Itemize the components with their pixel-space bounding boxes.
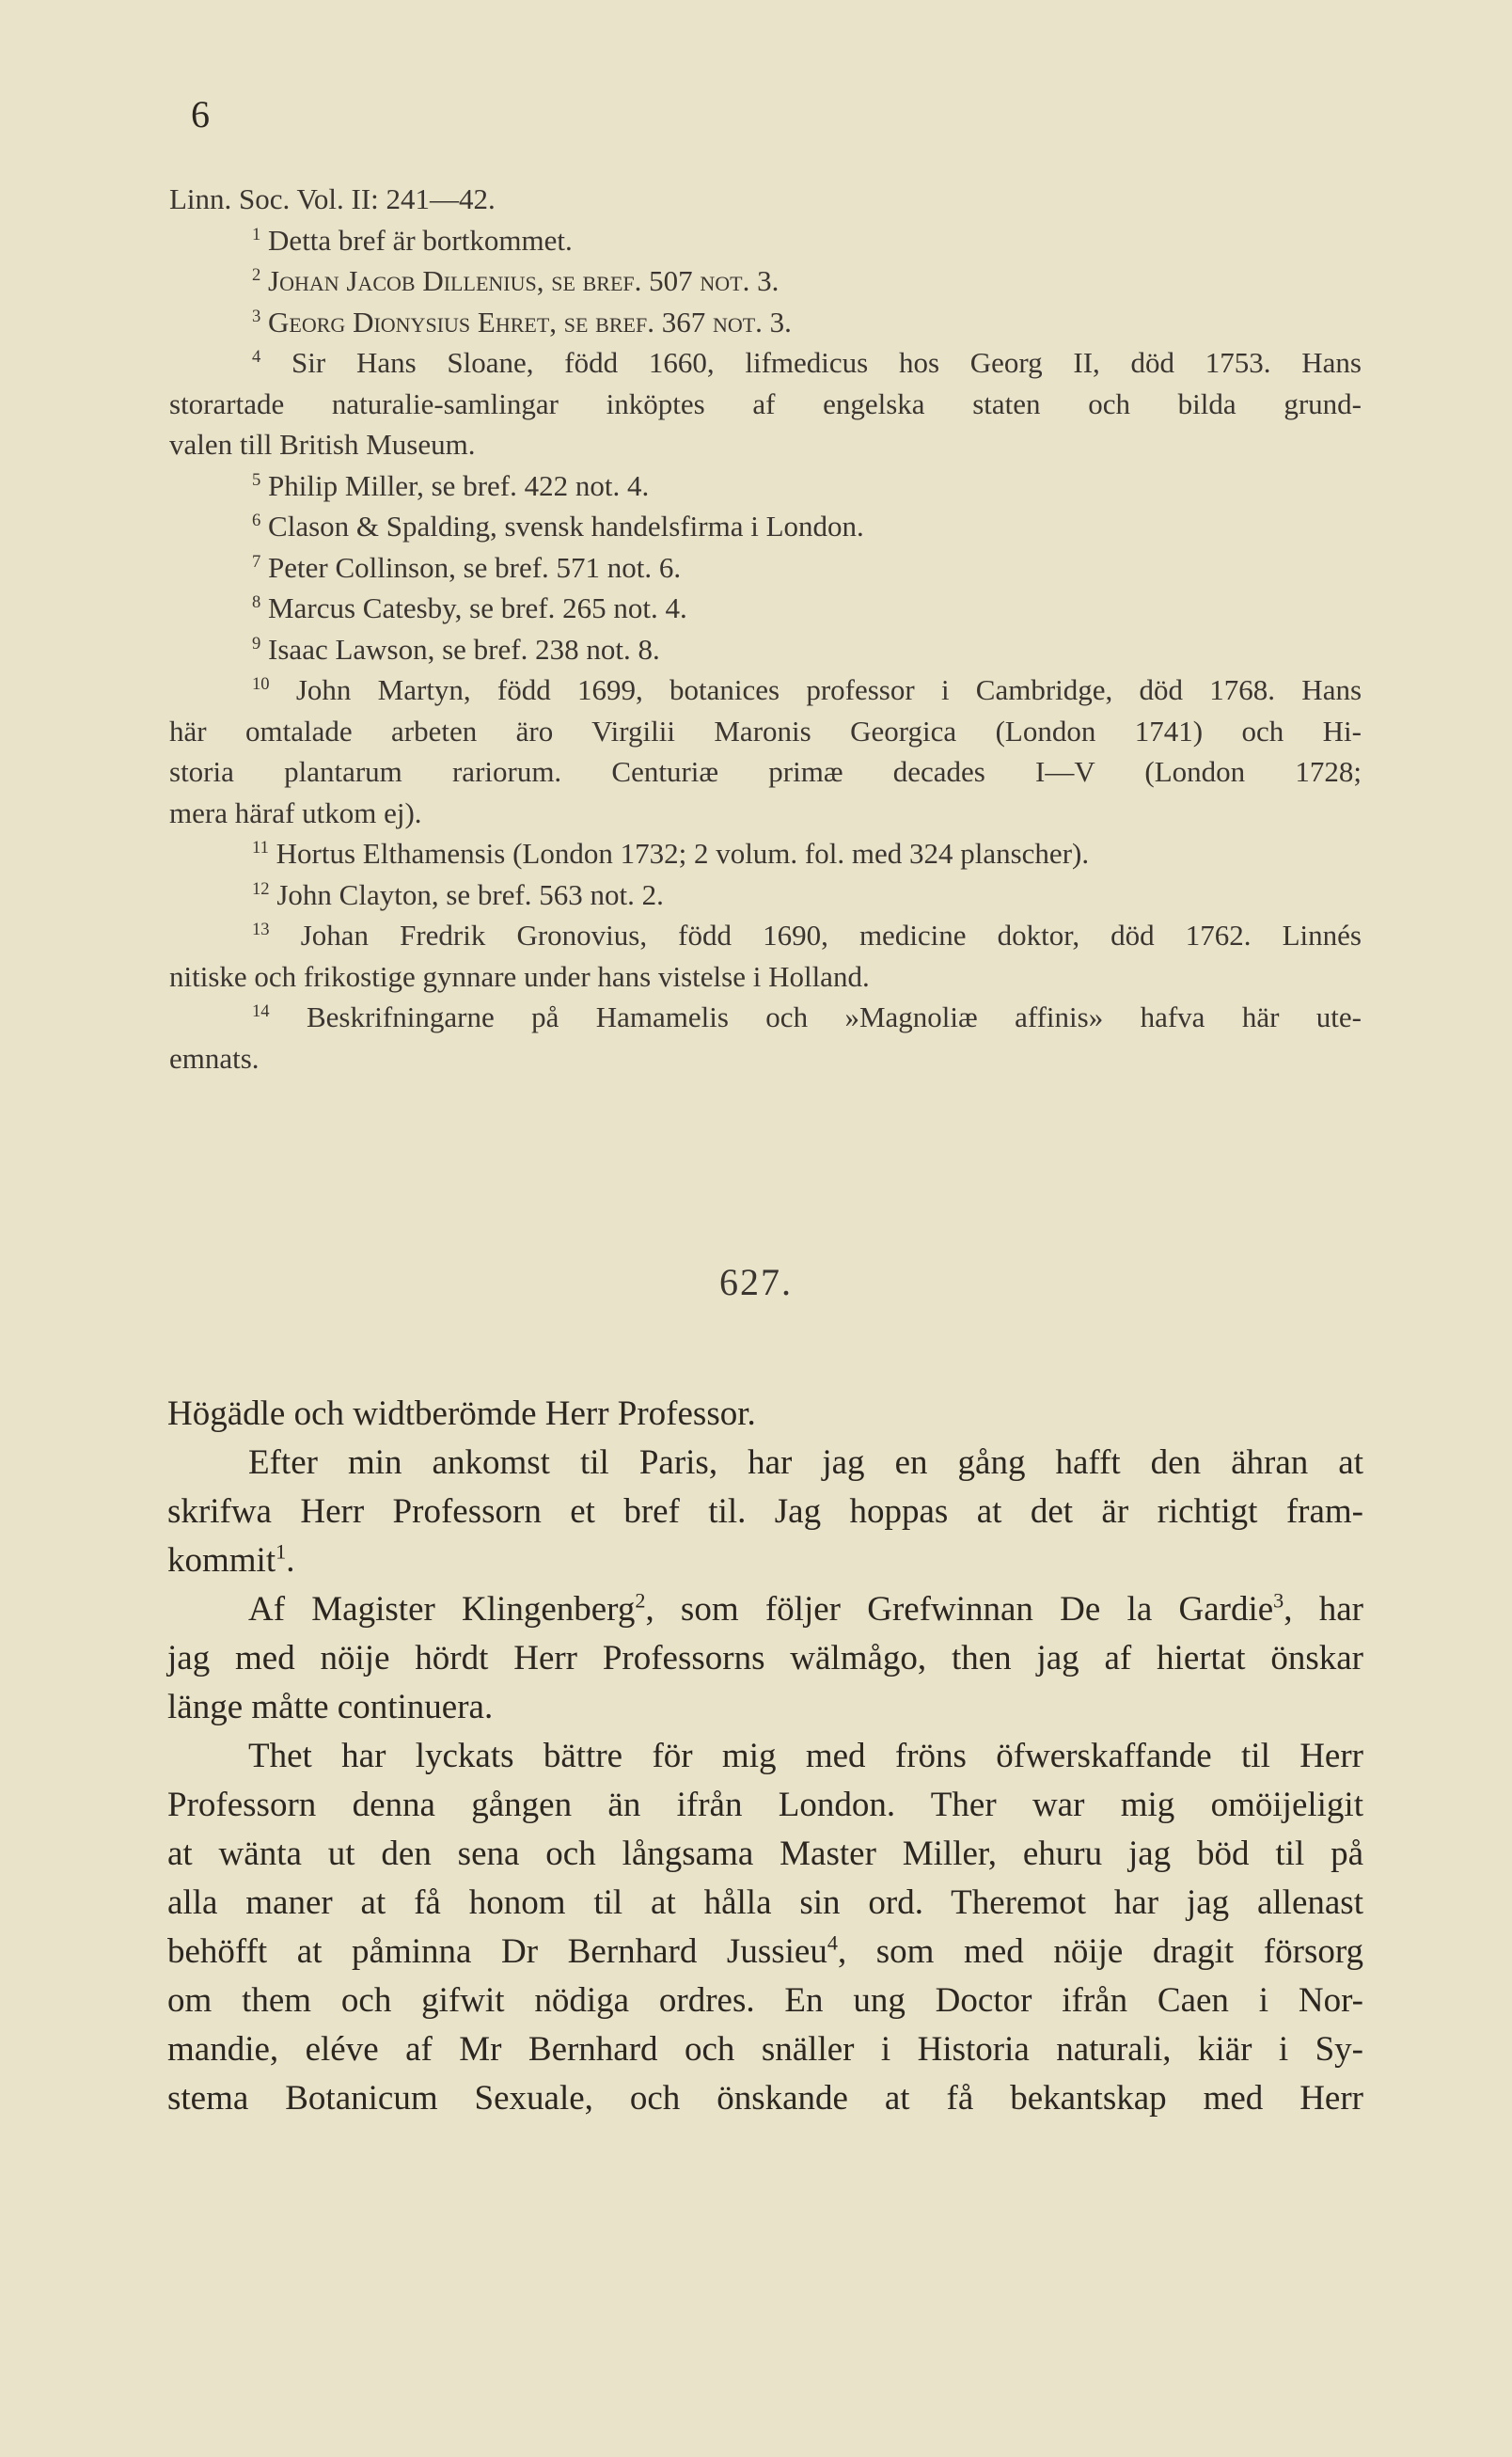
footnote-4: $^4$ Sir Hans Sloane, född 1660, lifmedicus hos Georg II, död 1753. Hans: [252, 346, 1362, 379]
letter-number: 627.: [719, 1261, 793, 1303]
footnote-10-cont2: storia plantarum rariorum. Centuriæ primæ decades I—V (London 1728;: [169, 755, 1362, 788]
letter-line: länge måtte continuera.: [167, 1688, 494, 1726]
page-number: 6: [191, 93, 210, 135]
footnote-7: $^7$ Peter Collinson, se bref. 571 not. 6.: [252, 550, 682, 584]
letter-line: om them och gifwit nödiga ordres. En ung Doctor ifrån Caen i Nor-: [167, 1981, 1363, 2020]
letter-line: stema Botanicum Sexuale, och önskande at få bekantskap med Herr: [167, 2079, 1363, 2118]
footnote-9: $^9$ Isaac Lawson, se bref. 238 not. 8.: [252, 632, 660, 666]
footnote-13-end: nitiske och frikostige gynnare under hans vistelse i Holland.: [169, 959, 870, 993]
footnote-12: $^{12}$ John Clayton, se bref. 563 not. 2.: [252, 877, 664, 911]
letter-line: Professorn denna gången än ifrån London. Ther war mig omöijeligit: [167, 1786, 1363, 1824]
letter-line: at wänta ut den sena och långsama Master Miller, ehuru jag böd til på: [167, 1835, 1363, 1873]
footnote-10: $^{10}$ John Martyn, född 1699, botanices professor i Cambridge, död 1768. Hans: [252, 673, 1362, 706]
footnote-6: $^6$ Clason & Spalding, svensk handelsfirma i London.: [252, 510, 864, 543]
salutation: Högädle och widtberömde Herr Professor.: [167, 1394, 756, 1433]
footnote-14-end: emnats.: [169, 1041, 260, 1075]
footnote-5: $^5$ Philip Miller, se bref. 422 not. 4.: [252, 468, 650, 502]
letter-line: Efter min ankomst til Paris, har jag en gång hafft den ähran at: [248, 1443, 1363, 1482]
footnote-2: $^2$ Johan Jacob Dillenius, se bref. 507 not. 3.: [252, 264, 780, 297]
letter-line: kommit$^1$.: [167, 1539, 295, 1580]
footnote-3: $^3$ Georg Dionysius Ehret, se bref. 367 not. 3.: [252, 305, 792, 339]
letter-body: [167, 1390, 1363, 2123]
footnote-13: $^{13}$ Johan Fredrik Gronovius, född 1690, medicine doktor, död 1762. Linnés: [252, 919, 1362, 952]
footnote-1: $^1$ Detta bref är bortkommet.: [252, 223, 573, 257]
letter-line: jag med nöije hördt Herr Professorns wälmågo, then jag af hiertat önskar: [167, 1639, 1363, 1677]
footnote-10-end: mera häraf utkom ej).: [169, 795, 422, 829]
letter-line: Thet har lyckats bättre för mig med fröns öfwerskaffande til Herr: [248, 1737, 1363, 1775]
footnote-14: $^{14}$ Beskrifningarne på Hamamelis och »Magnoliæ affinis» hafva här ute-: [252, 1000, 1362, 1033]
letter-line: Af Magister Klingenberg$^2$, som följer Grefwinnan De la Gardie$^3$, har: [248, 1588, 1364, 1629]
letter-line: alla maner at få honom til at hålla sin ord. Theremot har jag allenast: [167, 1883, 1363, 1922]
footnote-11: $^{11}$ Hortus Elthamensis (London 1732; 2 volum. fol. med 324 planscher).: [252, 837, 1090, 870]
footnote-4-cont: storartade naturalie-samlingar inköptes af engelska staten och bilda grund-: [169, 386, 1362, 420]
footnotes: [169, 179, 1362, 1079]
footnote-source: Linn. Soc. Vol. II: 241—42.: [169, 182, 496, 215]
letter-line: behöfft at påminna Dr Bernhard Jussieu$^4$, som med nöije dragit försorg: [167, 1930, 1363, 1971]
letter-line: mandie, eléve af Mr Bernhard och snäller i Historia naturali, kiär i Sy-: [167, 2030, 1363, 2069]
footnote-10-cont: här omtalade arbeten äro Virgilii Maronis Georgica (London 1741) och Hi-: [169, 714, 1362, 748]
letter-line: skrifwa Herr Professorn et bref til. Jag hoppas at det är richtigt fram-: [167, 1492, 1363, 1531]
footnote-8: $^8$ Marcus Catesby, se bref. 265 not. 4.: [252, 591, 687, 624]
footnote-4-end: valen till British Museum.: [169, 428, 476, 461]
